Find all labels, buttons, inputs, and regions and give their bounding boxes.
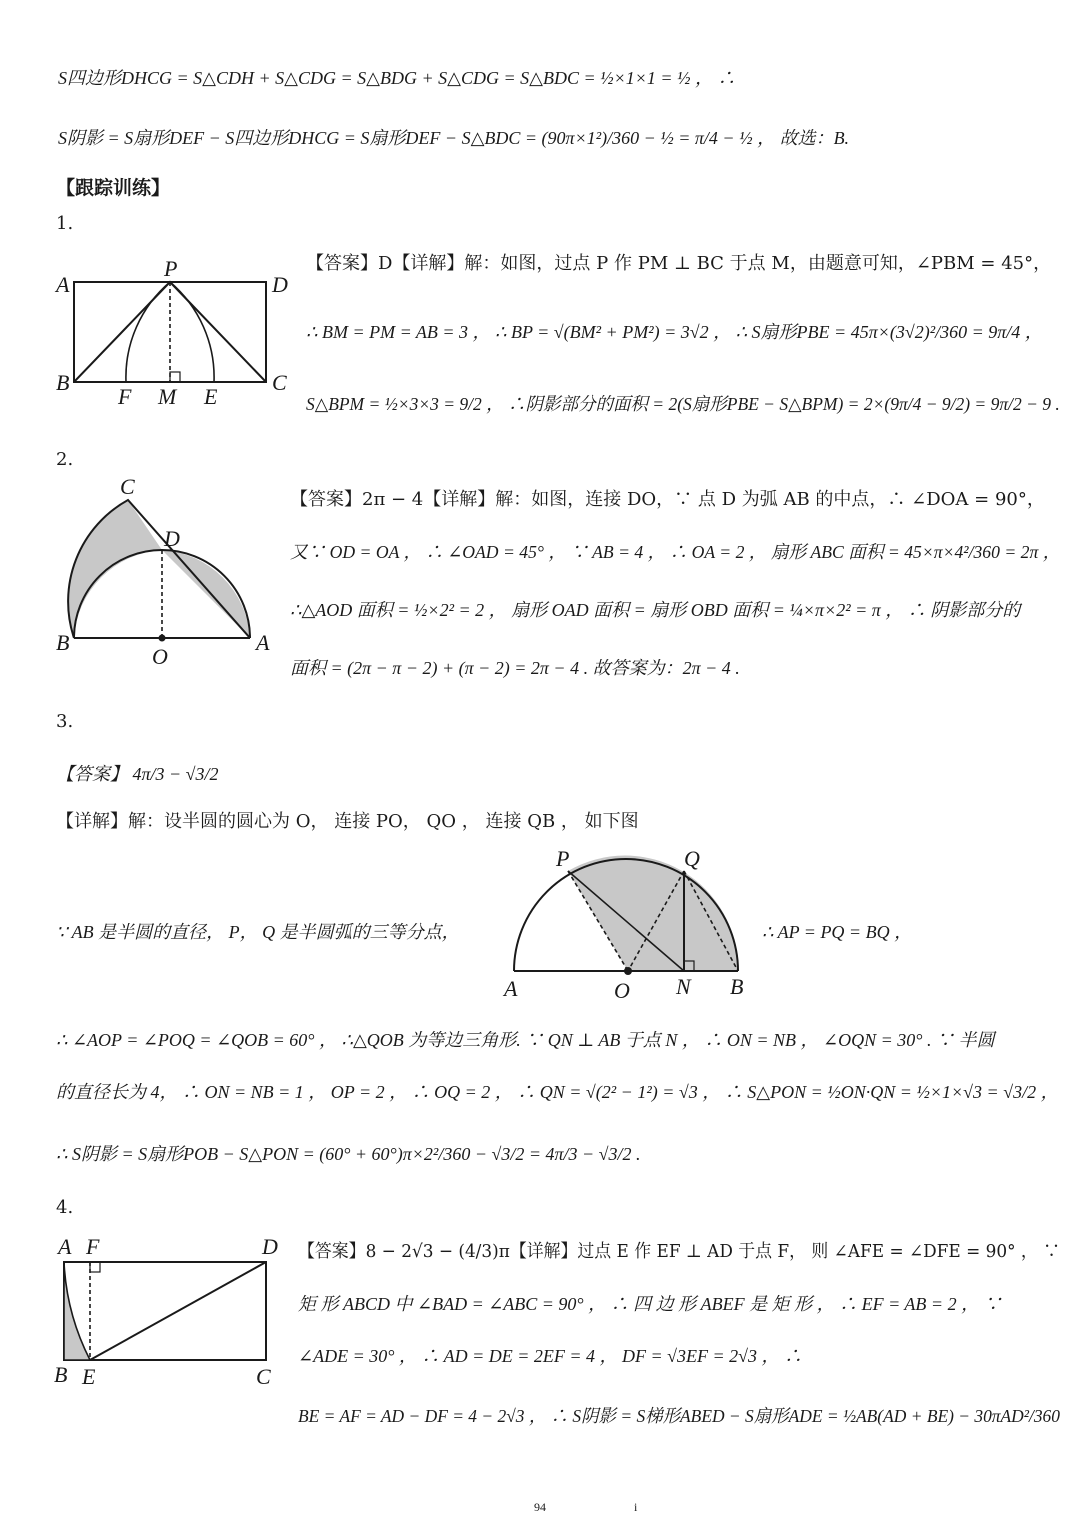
fig4-label-b: B [54,1362,68,1387]
fig3-label-p: P [556,846,570,871]
figure-2 [54,474,294,670]
problem-3-line-4: ∴ ∠AOP = ∠POQ = ∠QOB = 60° ， ∴△QOB 为等边三角形. ∵ QN ⊥ AB 于点 N ， ∴ ON = NB ， ∠OQN = 30° . ∵ 半圆 [56,1030,995,1050]
fig3-label-b: B [730,974,744,999]
fig2-label-a: A [256,630,270,655]
problem-1-line-1: 【答案】D【详解】解：如图，过点 P 作 PM ⊥ BC 于点 M，由题意可知，∠PBM = 45°， [306,253,1052,274]
fig1-label-b: B [56,370,70,395]
problem-4-line-1: 【答案】8 − 2√3 − (4/3)π【详解】过点 E 作 EF ⊥ AD 于点 F， 则 ∠AFE = ∠DFE = 90° ， ∵ [298,1241,1061,1262]
problem-3-number: 3. [56,711,74,732]
figure-4 [54,1234,294,1389]
fig2-label-c: C [120,474,135,499]
fig1-label-m: M [158,384,177,409]
fig4-label-f: F [86,1234,100,1259]
top-equation-1: S四边形DHCG = S△CDH + S△CDG = S△BDG + S△CDG = S△BDC = ½×1×1 = ½ ， ∴ [58,68,736,88]
fig1-label-c: C [272,370,287,395]
fig3-label-q: Q [684,846,700,871]
page-number: 94 [534,1500,546,1514]
problem-1-number: 1. [56,213,74,234]
fig4-label-e: E [82,1364,96,1389]
fig3-label-o: O [614,978,630,1003]
top-equation-2: S阴影 = S扇形DEF − S四边形DHCG = S扇形DEF − S△BDC = (90π×1²)/360 − ½ = π/4 − ½ ， 故选：B. [58,128,850,148]
fig1-label-a: A [56,272,70,297]
problem-4-number: 4. [56,1197,74,1218]
problem-4-line-4: BE = AF = AD − DF = 4 − 2√3 ， ∴ S阴影 = S梯形ABED − S扇形ADE = ½AB(AD + BE) − 30πAD²/360 [298,1406,1060,1426]
fig4-label-d: D [262,1234,278,1259]
problem-3-answer: 【答案】 4π/3 − √3/2 [56,764,219,784]
figure-1 [54,256,294,409]
problem-3-line-2: ∵ AB 是半圆的直径， P， Q 是半圆弧的三等分点， [56,922,460,942]
fig2-label-o: O [152,644,168,669]
fig1-label-p: P [164,256,178,281]
fig4-label-a: A [58,1234,72,1259]
problem-1-line-2: ∴ BM = PM = AB = 3 ， ∴ BP = √(BM² + PM²) = 3√2 ， ∴ S扇形PBE = 45π×(3√2)²/360 = 9π/4 ， [306,322,1043,342]
problem-3-line-1: 【详解】解：设半圆的圆心为 O， 连接 PO， QO ， 连接 QB ， 如下图 [56,811,639,832]
fig1-label-d: D [272,272,288,297]
problem-2-line-4: 面积 = (2π − π − 2) + (π − 2) = 2π − 4 . 故答案为：2π − 4 . [290,658,740,678]
problem-2-line-2: 又∵ OD = OA ， ∴ ∠OAD = 45° ， ∵ AB = 4 ， ∴ OA = 2 ， 扇形 ABC 面积 = 45×π×4²/360 = 2π ， [290,542,1061,562]
figure-3 [498,846,758,1003]
fig2-label-d: D [164,526,180,551]
problem-2-line-3: ∴△AOD 面积 = ½×2² = 2 ， 扇形 OAD 面积 = 扇形 OBD 面积 = ¼×π×2² = π ， ∴ 阴影部分的 [290,600,1021,620]
problem-3-line-6: ∴ S阴影 = S扇形POB − S△PON = (60° + 60°)π×2²/360 − √3/2 = 4π/3 − √3/2 . [56,1144,641,1164]
problem-2-number: 2. [56,449,74,470]
fig2-label-b: B [56,630,70,655]
problem-2-line-1: 【答案】2π − 4【详解】解：如图，连接 DO，∵ 点 D 为弧 AB 的中点，∴ ∠DOA = 90°， [290,489,1045,510]
section-title: 【跟踪训练】 [56,177,171,199]
problem-4-line-2: 矩 形 ABCD 中 ∠BAD = ∠ABC = 90° ， ∴ 四 边 形 ABEF 是 矩 形 ， ∴ EF = AB = 2 ， ∵ [298,1294,1002,1314]
fig1-label-f: F [118,384,132,409]
problem-1-line-3: S△BPM = ½×3×3 = 9/2 ， ∴阴影部分的面积 = 2(S扇形PBE − S△BPM) = 2×(9π/4 − 9/2) = 9π/2 − 9 . [306,394,1060,414]
problem-3-line-5: 的直径长为 4， ∴ ON = NB = 1 ， OP = 2 ， ∴ OQ = 2 ， ∴ QN = √(2² − 1²) = √3 ， ∴ S△PON = ½ON·QN = ½×1×√3 = √3/2 ， [56,1082,1059,1102]
page-mark: i [634,1500,638,1514]
fig1-label-e: E [204,384,218,409]
problem-4-line-3: ∠ADE = 30° ， ∴ AD = DE = 2EF = 4 ， DF = √3EF = 2√3 ， ∴ [298,1346,803,1366]
fig4-label-c: C [256,1364,271,1389]
fig3-label-n: N [676,974,691,999]
problem-3-line-3: ∴ AP = PQ = BQ ， [762,922,913,942]
fig3-label-a: A [504,976,518,1001]
